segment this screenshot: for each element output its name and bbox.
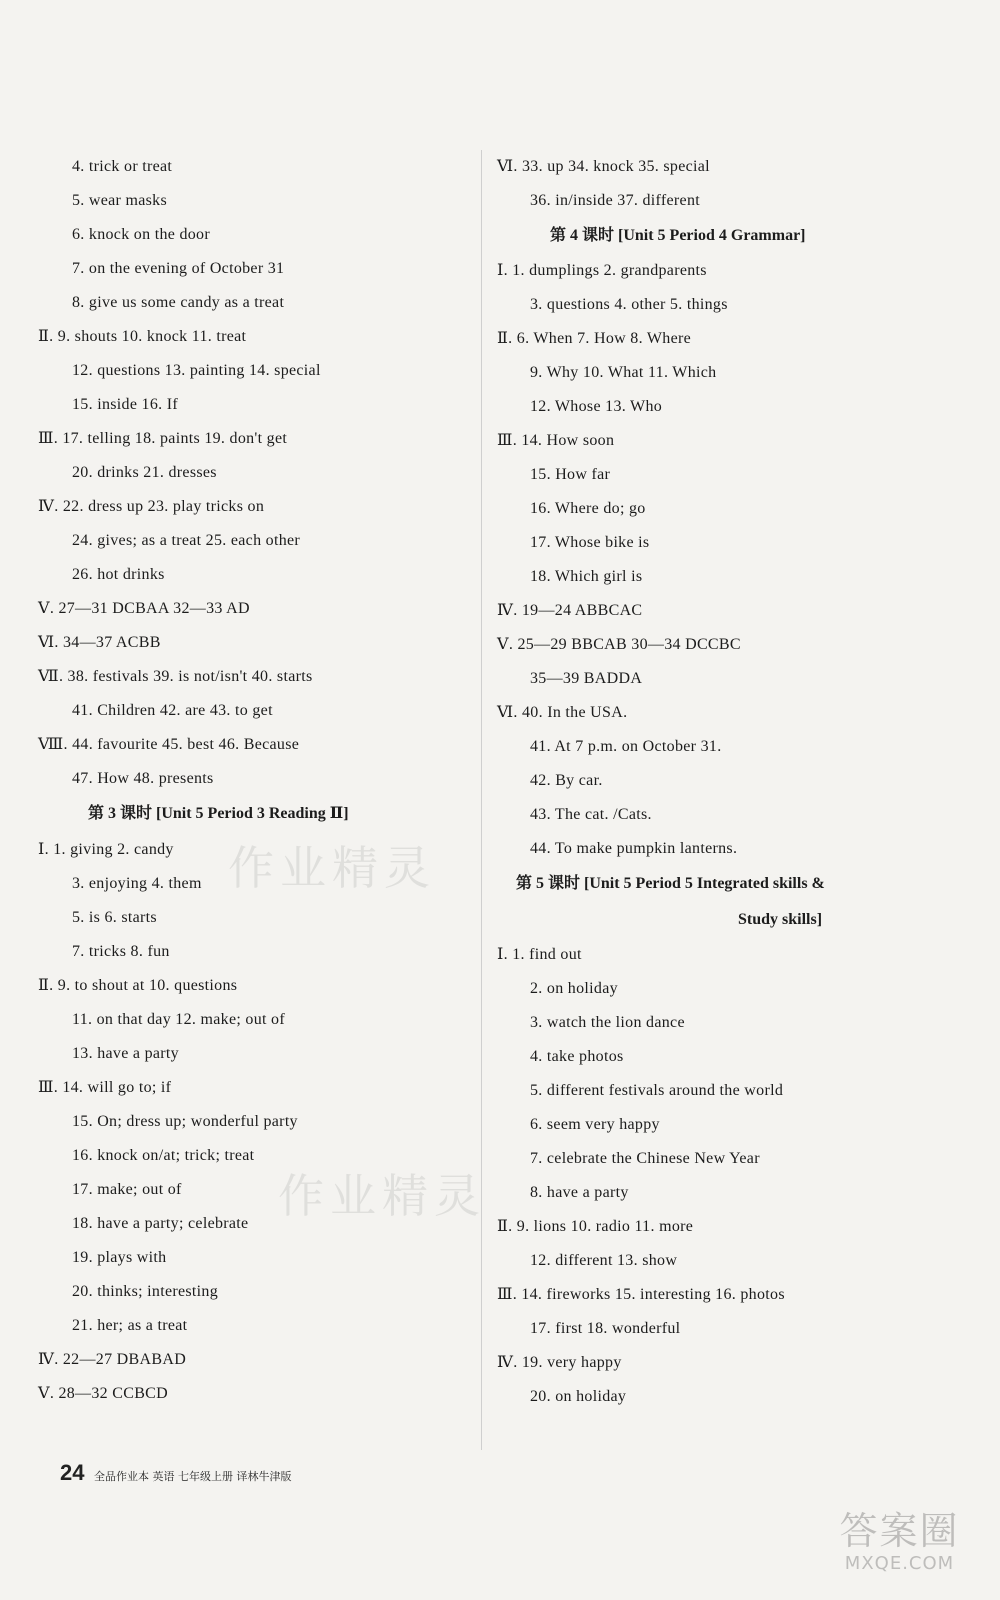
answer-line: 5. is 6. starts bbox=[72, 909, 157, 926]
answer-line: Ⅶ. 38. festivals 39. is not/isn't 40. starts bbox=[38, 668, 313, 685]
answer-line: 17. first 18. wonderful bbox=[530, 1320, 681, 1337]
answer-line: Ⅳ. 22. dress up 23. play tricks on bbox=[38, 498, 265, 515]
watermark: 作业精灵 bbox=[228, 841, 436, 895]
logo-text: 答案圈 bbox=[839, 1509, 960, 1553]
answer-line: Ⅱ. 9. to shout at 10. questions bbox=[38, 977, 238, 994]
answer-line: Ⅳ. 19. very happy bbox=[497, 1354, 622, 1371]
answer-line: 2. on holiday bbox=[530, 980, 618, 997]
answer-line: Ⅲ. 14. fireworks 15. interesting 16. photos bbox=[497, 1286, 785, 1303]
section-heading-period-3: 第 3 课时 [Unit 5 Period 3 Reading Ⅱ] bbox=[88, 805, 349, 822]
answer-line: 6. seem very happy bbox=[530, 1116, 660, 1133]
answer-line: 35—39 BADDA bbox=[530, 670, 643, 687]
site-logo bbox=[812, 1508, 987, 1588]
book-info: 全品作业本 英语 七年级上册 译林牛津版 bbox=[93, 1470, 292, 1483]
answer-line: 16. Where do; go bbox=[530, 500, 646, 517]
answer-line: Ⅱ. 6. When 7. How 8. Where bbox=[497, 330, 692, 347]
answer-line: 7. celebrate the Chinese New Year bbox=[530, 1150, 760, 1167]
answer-line: 17. Whose bike is bbox=[530, 534, 650, 551]
section-heading-period-4: 第 4 课时 [Unit 5 Period 4 Grammar] bbox=[550, 227, 806, 244]
answer-line: 12. different 13. show bbox=[530, 1252, 678, 1269]
answer-line: 20. drinks 21. dresses bbox=[72, 464, 217, 481]
answer-line: 19. plays with bbox=[72, 1249, 167, 1266]
answer-line: 5. wear masks bbox=[72, 192, 167, 209]
logo-url: MXQE.COM bbox=[844, 1553, 955, 1574]
answer-line: Ⅵ. 34—37 ACBB bbox=[38, 634, 161, 651]
column-divider bbox=[481, 150, 482, 1450]
answer-line: 4. trick or treat bbox=[72, 158, 173, 175]
answer-line: Ⅵ. 33. up 34. knock 35. special bbox=[497, 158, 710, 175]
answer-line: Ⅲ. 14. How soon bbox=[497, 432, 615, 449]
answer-line: Ⅲ. 17. telling 18. paints 19. don't get bbox=[38, 430, 288, 447]
answer-line: 15. inside 16. If bbox=[72, 396, 178, 413]
answer-line: Ⅴ. 28—32 CCBCD bbox=[38, 1385, 168, 1402]
answer-line: Ⅳ. 22—27 DBABAD bbox=[38, 1351, 187, 1368]
answer-line: 24. gives; as a treat 25. each other bbox=[72, 532, 301, 549]
page-footer bbox=[60, 1460, 291, 1486]
answer-line: Ⅴ. 25—29 BBCAB 30—34 DCCBC bbox=[497, 636, 741, 653]
answer-line: 8. give us some candy as a treat bbox=[72, 294, 285, 311]
answer-line: 7. on the evening of October 31 bbox=[72, 260, 285, 277]
answer-line: 41. Children 42. are 43. to get bbox=[72, 702, 273, 719]
answer-line: Ⅷ. 44. favourite 45. best 46. Because bbox=[38, 736, 300, 753]
answer-line: 18. have a party; celebrate bbox=[72, 1215, 249, 1232]
answer-line: 36. in/inside 37. different bbox=[530, 192, 700, 209]
answer-line: 3. questions 4. other 5. things bbox=[530, 296, 728, 313]
answer-line: 12. Whose 13. Who bbox=[530, 398, 663, 415]
answer-line: 17. make; out of bbox=[72, 1181, 182, 1198]
answer-line: 8. have a party bbox=[530, 1184, 629, 1201]
answer-line: 3. watch the lion dance bbox=[530, 1014, 685, 1031]
answer-line: 21. her; as a treat bbox=[72, 1317, 188, 1334]
section-heading-period-5: 第 5 课时 [Unit 5 Period 5 Integrated skills & bbox=[516, 875, 825, 892]
answer-line: 41. At 7 p.m. on October 31. bbox=[530, 738, 722, 755]
answer-line: Ⅲ. 14. will go to; if bbox=[38, 1079, 172, 1096]
answer-line: 15. On; dress up; wonderful party bbox=[72, 1113, 298, 1130]
answer-line: Ⅰ. 1. dumplings 2. grandparents bbox=[497, 262, 707, 279]
answer-line: Ⅵ. 40. In the USA. bbox=[497, 704, 628, 721]
answer-line: Ⅴ. 27—31 DCBAA 32—33 AD bbox=[38, 600, 250, 617]
answer-line: 44. To make pumpkin lanterns. bbox=[530, 840, 738, 857]
answer-line: 13. have a party bbox=[72, 1045, 179, 1062]
answer-line: 12. questions 13. painting 14. special bbox=[72, 362, 321, 379]
answer-line: 16. knock on/at; trick; treat bbox=[72, 1147, 255, 1164]
answer-line: 11. on that day 12. make; out of bbox=[72, 1011, 285, 1028]
answer-line: Ⅱ. 9. shouts 10. knock 11. treat bbox=[38, 328, 247, 345]
answer-line: 9. Why 10. What 11. Which bbox=[530, 364, 717, 381]
answer-line: 18. Which girl is bbox=[530, 568, 643, 585]
answer-line: 43. The cat. /Cats. bbox=[530, 806, 652, 823]
answer-line: Ⅰ. 1. giving 2. candy bbox=[38, 841, 174, 858]
answer-line: Ⅱ. 9. lions 10. radio 11. more bbox=[497, 1218, 694, 1235]
answer-line: 6. knock on the door bbox=[72, 226, 210, 243]
answer-line: 42. By car. bbox=[530, 772, 603, 789]
watermark: 作业精灵 bbox=[278, 1169, 486, 1223]
answer-line: 20. on holiday bbox=[530, 1388, 627, 1405]
answer-line: Ⅳ. 19—24 ABBCAC bbox=[497, 602, 643, 619]
answer-line: 26. hot drinks bbox=[72, 566, 165, 583]
answer-line: 3. enjoying 4. them bbox=[72, 875, 202, 892]
section-heading-period-5-cont: Study skills] bbox=[738, 911, 823, 928]
answer-line: 20. thinks; interesting bbox=[72, 1283, 219, 1300]
page-number: 24 bbox=[60, 1460, 85, 1485]
answer-line: 5. different festivals around the world bbox=[530, 1082, 784, 1099]
answer-line: 47. How 48. presents bbox=[72, 770, 214, 787]
answer-line: 15. How far bbox=[530, 466, 611, 483]
answer-line: 7. tricks 8. fun bbox=[72, 943, 170, 960]
answer-line: 4. take photos bbox=[530, 1048, 624, 1065]
answer-line: Ⅰ. 1. find out bbox=[497, 946, 582, 963]
